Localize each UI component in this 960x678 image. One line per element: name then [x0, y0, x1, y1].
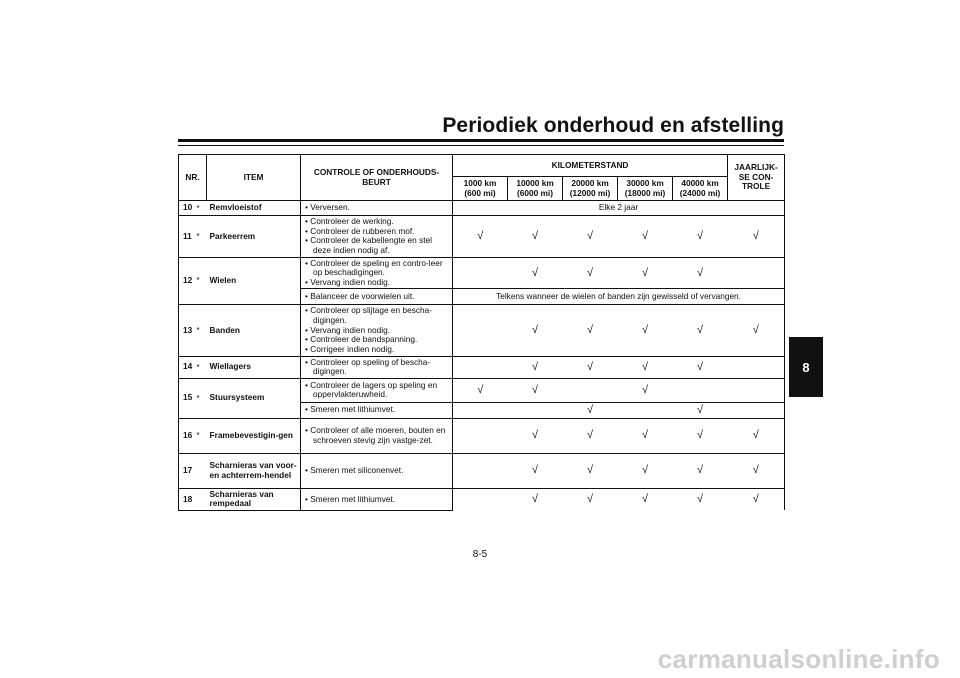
- interval-cell: [453, 356, 508, 378]
- row-controle: [301, 453, 453, 488]
- table-row: [179, 453, 785, 488]
- title-rule-thin: [178, 145, 784, 146]
- row-star: *: [197, 305, 207, 356]
- row-controle: [301, 257, 453, 289]
- header-nr: NR.: [179, 155, 207, 201]
- row-item: Banden: [207, 305, 301, 356]
- row-number: 12: [179, 257, 197, 305]
- row-controle: [301, 289, 453, 305]
- table-header: [179, 155, 785, 201]
- check-mark: √: [673, 216, 728, 257]
- controle-line: • Vervang indien nodig.: [305, 276, 391, 287]
- controle-line: • Controleer op speling of bescha-digingen.: [305, 356, 431, 377]
- interval-cell: [453, 453, 508, 488]
- check-mark: √: [508, 216, 563, 257]
- row-number: 17: [179, 453, 197, 488]
- row-controle: [301, 378, 453, 402]
- check-mark: √: [508, 305, 563, 356]
- check-mark: √: [618, 257, 673, 289]
- maintenance-table: [178, 154, 785, 511]
- controle-line: • Balanceer de voorwielen uit.: [305, 291, 415, 302]
- row-interval-text: Elke 2 jaar: [453, 201, 785, 216]
- check-mark: √: [618, 305, 673, 356]
- check-mark: √: [563, 305, 618, 356]
- controle-line: • Controleer op slijtage en bescha-digingen.: [305, 305, 432, 326]
- interval-cell: [453, 418, 508, 453]
- controle-line: • Vervang indien nodig.: [305, 324, 391, 335]
- controle-line: • Controleer de werking.: [305, 216, 394, 227]
- check-mark: √: [563, 453, 618, 488]
- row-controle: [301, 201, 453, 216]
- row-number: 18: [179, 488, 197, 510]
- controle-line: • Controleer de rubberen mof.: [305, 225, 415, 236]
- table-row: [179, 418, 785, 453]
- controle-line: • Controleer de speling en contro-leer op beschadigingen.: [305, 257, 443, 278]
- check-mark: √: [453, 216, 508, 257]
- controle-line: • Controleer de bandspanning.: [305, 334, 418, 345]
- check-mark: √: [728, 453, 785, 488]
- row-controle: [301, 418, 453, 453]
- interval-cell: [508, 402, 563, 418]
- check-mark: √: [618, 216, 673, 257]
- interval-cell: [453, 488, 508, 510]
- section-tab: 8: [789, 337, 823, 397]
- check-mark: √: [618, 356, 673, 378]
- check-mark: √: [563, 418, 618, 453]
- row-star: [197, 488, 207, 510]
- page-number: 8-5: [472, 549, 488, 560]
- row-item: Scharnieras van rempedaal: [207, 488, 301, 510]
- check-mark: √: [673, 356, 728, 378]
- row-star: *: [197, 356, 207, 378]
- header-km-40000: 40000 km (24000 mi): [673, 177, 728, 201]
- table-row: [179, 201, 785, 216]
- controle-line: • Smeren met siliconenvet.: [305, 464, 404, 475]
- row-item: Remvloeistof: [207, 201, 301, 216]
- page-title: Periodiek onderhoud en afstelling: [442, 114, 784, 137]
- check-mark: √: [618, 488, 673, 510]
- check-mark: √: [728, 488, 785, 510]
- interval-cell: [453, 305, 508, 356]
- check-mark: √: [618, 453, 673, 488]
- controle-line: • Corrigeer indien nodig.: [305, 343, 395, 354]
- table-body: [179, 201, 785, 511]
- table-row: [179, 216, 785, 257]
- check-mark: √: [563, 216, 618, 257]
- header-controle: CONTROLE OF ONDERHOUDS-BEURT: [301, 155, 453, 201]
- header-item: ITEM: [207, 155, 301, 201]
- check-mark: √: [673, 488, 728, 510]
- row-number: 15: [179, 378, 197, 418]
- row-number: 10: [179, 201, 197, 216]
- row-number: 13: [179, 305, 197, 356]
- title-rule: [178, 139, 784, 142]
- controle-line: • Verversen.: [305, 202, 350, 213]
- check-mark: √: [508, 257, 563, 289]
- check-mark: √: [618, 378, 673, 402]
- header-km-30000: 30000 km (18000 mi): [618, 177, 673, 201]
- controle-line: • Controleer de lagers op speling en oppervlakteruwheid.: [305, 379, 438, 400]
- table-row: [179, 257, 785, 289]
- check-mark: √: [508, 356, 563, 378]
- row-star: *: [197, 418, 207, 453]
- interval-cell: [563, 378, 618, 402]
- check-mark: √: [508, 453, 563, 488]
- interval-cell: [453, 402, 508, 418]
- row-star: *: [197, 378, 207, 418]
- check-mark: √: [508, 488, 563, 510]
- interval-cell: [728, 356, 785, 378]
- row-controle: [301, 402, 453, 418]
- check-mark: √: [508, 418, 563, 453]
- check-mark: √: [673, 257, 728, 289]
- row-item: Framebevestigin-gen: [207, 418, 301, 453]
- header-kilometerstand: KILOMETERSTAND: [453, 155, 728, 177]
- check-mark: √: [563, 356, 618, 378]
- row-interval-text: Telkens wanneer de wielen of banden zijn gewisseld of vervangen.: [453, 289, 785, 305]
- row-number: 11: [179, 216, 197, 257]
- check-mark: √: [728, 305, 785, 356]
- interval-cell: [728, 378, 785, 402]
- row-controle: [301, 216, 453, 257]
- interval-cell: [728, 402, 785, 418]
- check-mark: √: [728, 216, 785, 257]
- header-km-10000: 10000 km (6000 mi): [508, 177, 563, 201]
- check-mark: √: [673, 402, 728, 418]
- header-km-20000: 20000 km (12000 mi): [563, 177, 618, 201]
- header-jaarlijks: JAARLIJK-SE CON-TROLE: [728, 155, 785, 201]
- interval-cell: [673, 378, 728, 402]
- controle-line: • Controleer of alle moeren, bouten en schroeven stevig zijn vastge-zet.: [305, 425, 446, 445]
- row-number: 14: [179, 356, 197, 378]
- check-mark: √: [453, 378, 508, 402]
- check-mark: √: [618, 418, 673, 453]
- table-row: [179, 356, 785, 378]
- row-item: Scharnieras van voor- en achterrem-hendel: [207, 453, 301, 488]
- row-item: Wiellagers: [207, 356, 301, 378]
- row-item: Parkeerrem: [207, 216, 301, 257]
- check-mark: √: [563, 257, 618, 289]
- row-star: *: [197, 257, 207, 305]
- check-mark: √: [673, 305, 728, 356]
- check-mark: √: [728, 418, 785, 453]
- header-km-1000: 1000 km (600 mi): [453, 177, 508, 201]
- table-row: [179, 488, 785, 510]
- watermark: carmanualsonline.info: [657, 644, 940, 674]
- controle-line: • Smeren met lithiumvet.: [305, 404, 396, 415]
- row-item: Stuursysteem: [207, 378, 301, 418]
- interval-cell: [618, 402, 673, 418]
- row-star: *: [197, 201, 207, 216]
- check-mark: √: [673, 418, 728, 453]
- controle-line: • Controleer de kabellengte en stel deze indien nodig af.: [305, 235, 432, 256]
- check-mark: √: [563, 488, 618, 510]
- controle-line: • Smeren met lithiumvet.: [305, 493, 396, 504]
- row-number: 16: [179, 418, 197, 453]
- check-mark: √: [508, 378, 563, 402]
- row-star: *: [197, 216, 207, 257]
- row-item: Wielen: [207, 257, 301, 305]
- check-mark: √: [673, 453, 728, 488]
- interval-cell: [728, 257, 785, 289]
- row-controle: [301, 305, 453, 356]
- table-row: [179, 378, 785, 402]
- row-star: [197, 453, 207, 488]
- row-controle: [301, 356, 453, 378]
- table-row: [179, 305, 785, 356]
- check-mark: √: [563, 402, 618, 418]
- interval-cell: [453, 257, 508, 289]
- row-controle: [301, 488, 453, 510]
